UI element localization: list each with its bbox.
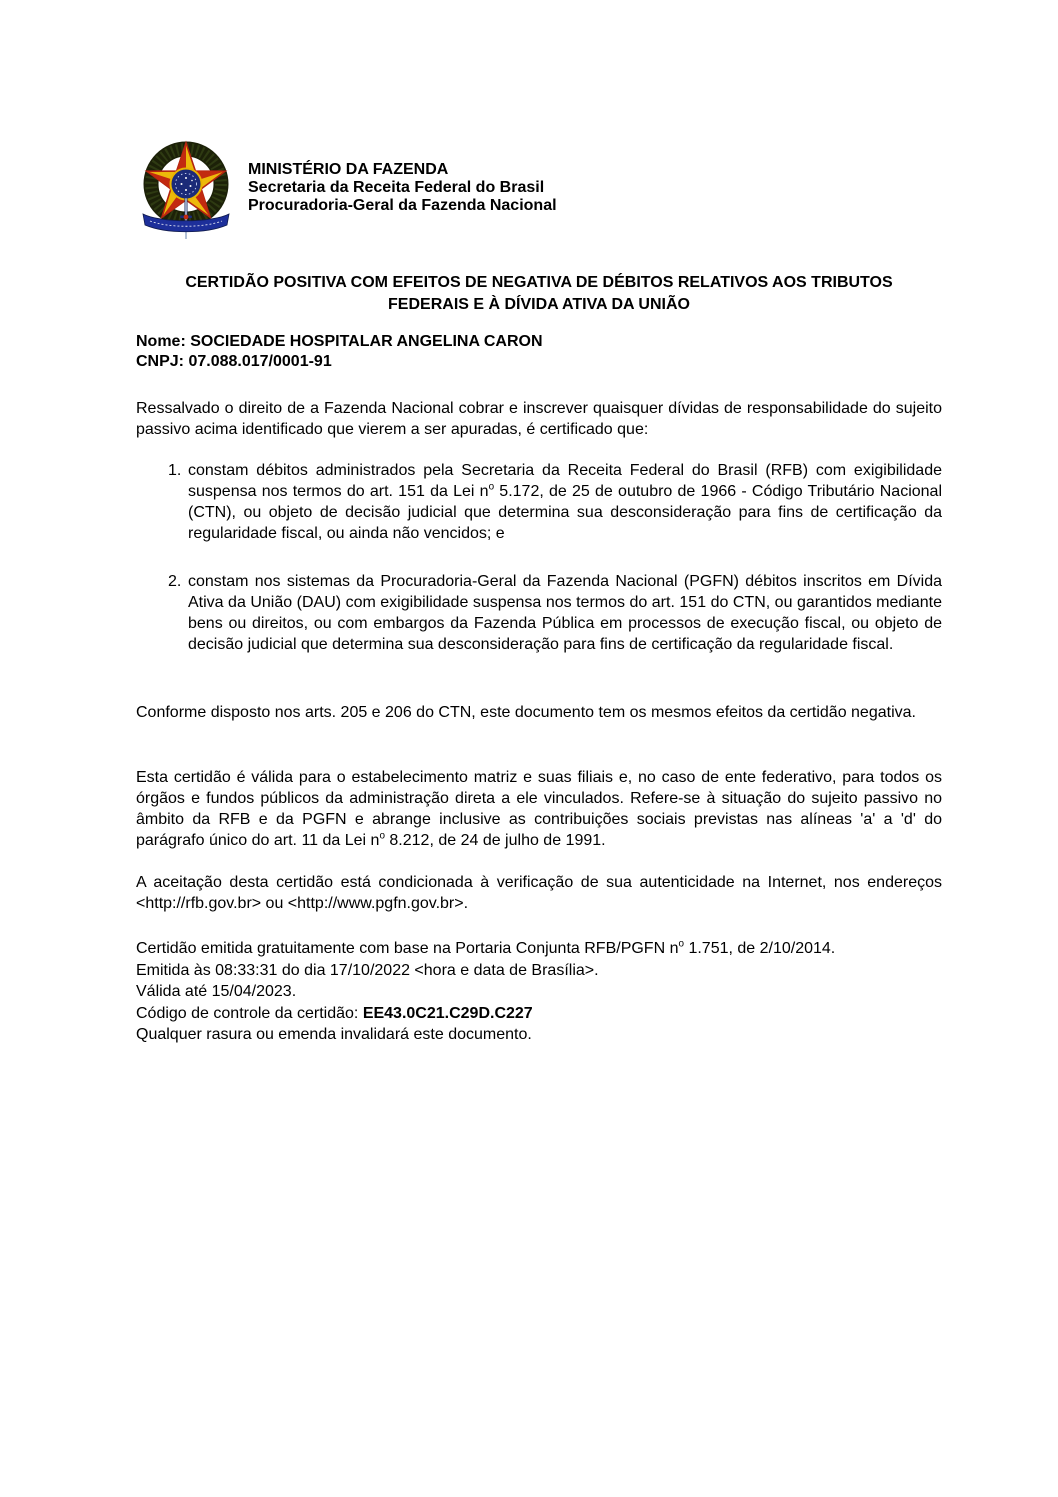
certification-item-1 bbox=[168, 460, 942, 544]
cnpj-value: 07.088.017/0001-91 bbox=[188, 353, 332, 370]
certification-item-2 bbox=[168, 571, 942, 655]
name-value: SOCIEDADE HOSPITALAR ANGELINA CARON bbox=[190, 333, 543, 350]
document-title bbox=[136, 272, 942, 316]
item-1-number: 1. bbox=[168, 462, 182, 479]
item-2-text: constam nos sistemas da Procuradoria-Geral da Fazenda Nacional (PGFN) débitos inscritos em Dívida Ativa da União (DAU) com exigibilidade suspensa nos termos do art. 151 do CTN, ou garantidos mediante bens ou direitos, ou com embargos da Fazenda Pública em processos de execução fiscal, ou objeto de decisão judicial que determina sua desconsideração para fins de certificação da regularidade fiscal. bbox=[188, 573, 942, 653]
taxpayer-identification bbox=[136, 332, 942, 372]
procuratorate-name: Procuradoria-Geral da Fazenda Nacional bbox=[248, 197, 557, 214]
name-label: Nome: bbox=[136, 333, 186, 350]
ministry-name: MINISTÉRIO DA FAZENDA bbox=[248, 161, 449, 178]
cnpj-label: CNPJ: bbox=[136, 353, 185, 370]
paragraph-aceitacao: A aceitação desta certidão está condicionada à verificação de sua autenticidade na Internet, nos endereços <http://rfb.gov.br> ou <http://www.pgfn.gov.br>. bbox=[136, 874, 942, 912]
item-2-number: 2. bbox=[168, 573, 182, 590]
title-line-1: CERTIDÃO POSITIVA COM EFEITOS DE NEGATIVA DE DÉBITOS RELATIVOS AOS TRIBUTOS bbox=[185, 274, 893, 291]
brazil-coat-of-arms-icon bbox=[140, 140, 232, 242]
footer-line-portaria: Certidão emitida gratuitamente com base na Portaria Conjunta RFB/PGFN $n^o$ 1.751, de 2/10/2014. bbox=[136, 938, 836, 957]
item-1-text: constam débitos administrados pela Secretaria da Receita Federal do Brasil (RFB) com exigibilidade suspensa nos termos do art. 151 da Lei $n^o$ 5.172, de 25 de outubro de 1966 - Código Tributário Nacional (CTN), ou objeto de decisão judicial que determina sua desconsideração para fins de certificação da regularidade fiscal, ou ainda não vencidos; e bbox=[188, 462, 942, 542]
paragraph-conforme: Conforme disposto nos arts. 205 e 206 do CTN, este documento tem os mesmos efeitos da certidão negativa. bbox=[136, 704, 916, 721]
footer-line-codigo-controle: Código de controle da certidão: EE43.0C21.C29D.C227 bbox=[136, 1004, 533, 1022]
issuer-names bbox=[248, 140, 557, 242]
footer-line-emissao: Emitida às 08:33:31 do dia 17/10/2022 <hora e data de Brasília>. bbox=[136, 961, 599, 979]
issuance-info bbox=[136, 938, 942, 1046]
footer-line-aviso-rasura: Qualquer rasura ou emenda invalidará este documento. bbox=[136, 1026, 532, 1043]
paragraph-validade: Esta certidão é válida para o estabelecimento matriz e suas filiais e, no caso de ente federativo, para todos os órgãos e fundos públicos da administração direta a ele vinculados. Refere-se à situação do sujeito passivo no âmbito da RFB e da PGFN e abrange inclusive as contribuições sociais previstas nas alíneas 'a' a 'd' do parágrafo único do art. 11 da Lei $n^o$ 8.212, de 24 de julho de 1991. bbox=[136, 769, 942, 849]
footer-line-validade: Válida até 15/04/2023. bbox=[136, 983, 297, 1000]
taxpayer-cnpj-line bbox=[136, 352, 942, 372]
document-header bbox=[140, 140, 860, 242]
title-line-2: FEDERAIS E À DÍVIDA ATIVA DA UNIÃO bbox=[388, 296, 690, 313]
secretariat-name: Secretaria da Receita Federal do Brasil bbox=[248, 179, 545, 196]
intro-paragraph: Ressalvado o direito de a Fazenda Nacional cobrar e inscrever quaisquer dívidas de responsabilidade do sujeito passivo acima identificado que vierem a ser apuradas, é certificado que: bbox=[136, 400, 942, 438]
taxpayer-name-line bbox=[136, 332, 942, 352]
